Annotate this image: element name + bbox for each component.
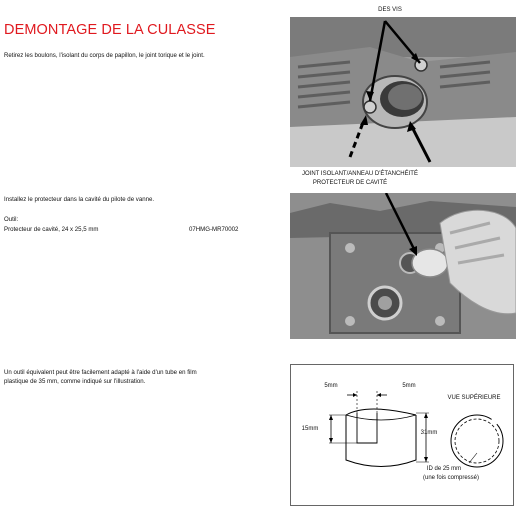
inner-diameter-label: ID de 25 mm xyxy=(426,466,462,472)
throttle-body-insulator-photo xyxy=(290,17,516,167)
cavity-protector-label: PROTECTEUR DE CAVITÉ xyxy=(312,180,388,186)
step2-instruction: Installez le protecteur dans la cavité du pilote de vanne. xyxy=(4,196,155,203)
step3-instruction-line1: Un outil équivalent peut être facilement adapté à l'aide d'un tube en film xyxy=(4,369,197,376)
tool-name: Protecteur de cavité, 24 x 25,5 mm xyxy=(4,226,99,233)
dim-total-label: 31mm xyxy=(420,430,438,436)
screws-label: DES VIS xyxy=(378,7,402,13)
tool-number: 07HMG-MR70002 xyxy=(189,226,239,233)
top-view-label: VUE SUPÉRIEURE xyxy=(447,395,501,401)
dim-left-label: 5mm xyxy=(324,383,338,389)
page-title: DEMONTAGE DE LA CULASSE xyxy=(4,22,216,38)
tube-dimension-diagram xyxy=(290,364,514,506)
step3-instruction-line2: plastique de 35 mm, comme indiqué sur l'illustration. xyxy=(4,378,146,385)
tool-heading: Outil: xyxy=(4,216,19,223)
cylinder-head-illustration xyxy=(290,193,516,339)
engine-photo-illustration xyxy=(290,17,516,167)
compressed-note-label: (une fois compressé) xyxy=(422,475,480,481)
step1-instruction: Retirez les boulons, l'isolant du corps de papillon, le joint torique et le joint. xyxy=(4,52,205,59)
dim-right-label: 5mm xyxy=(402,383,416,389)
insulator-seal-label: JOINT ISOLANT/ANNEAU D'ÉTANCHÉITÉ xyxy=(302,171,418,177)
dim-height-label: 15mm xyxy=(301,426,319,432)
cavity-protector-photo xyxy=(290,193,516,339)
